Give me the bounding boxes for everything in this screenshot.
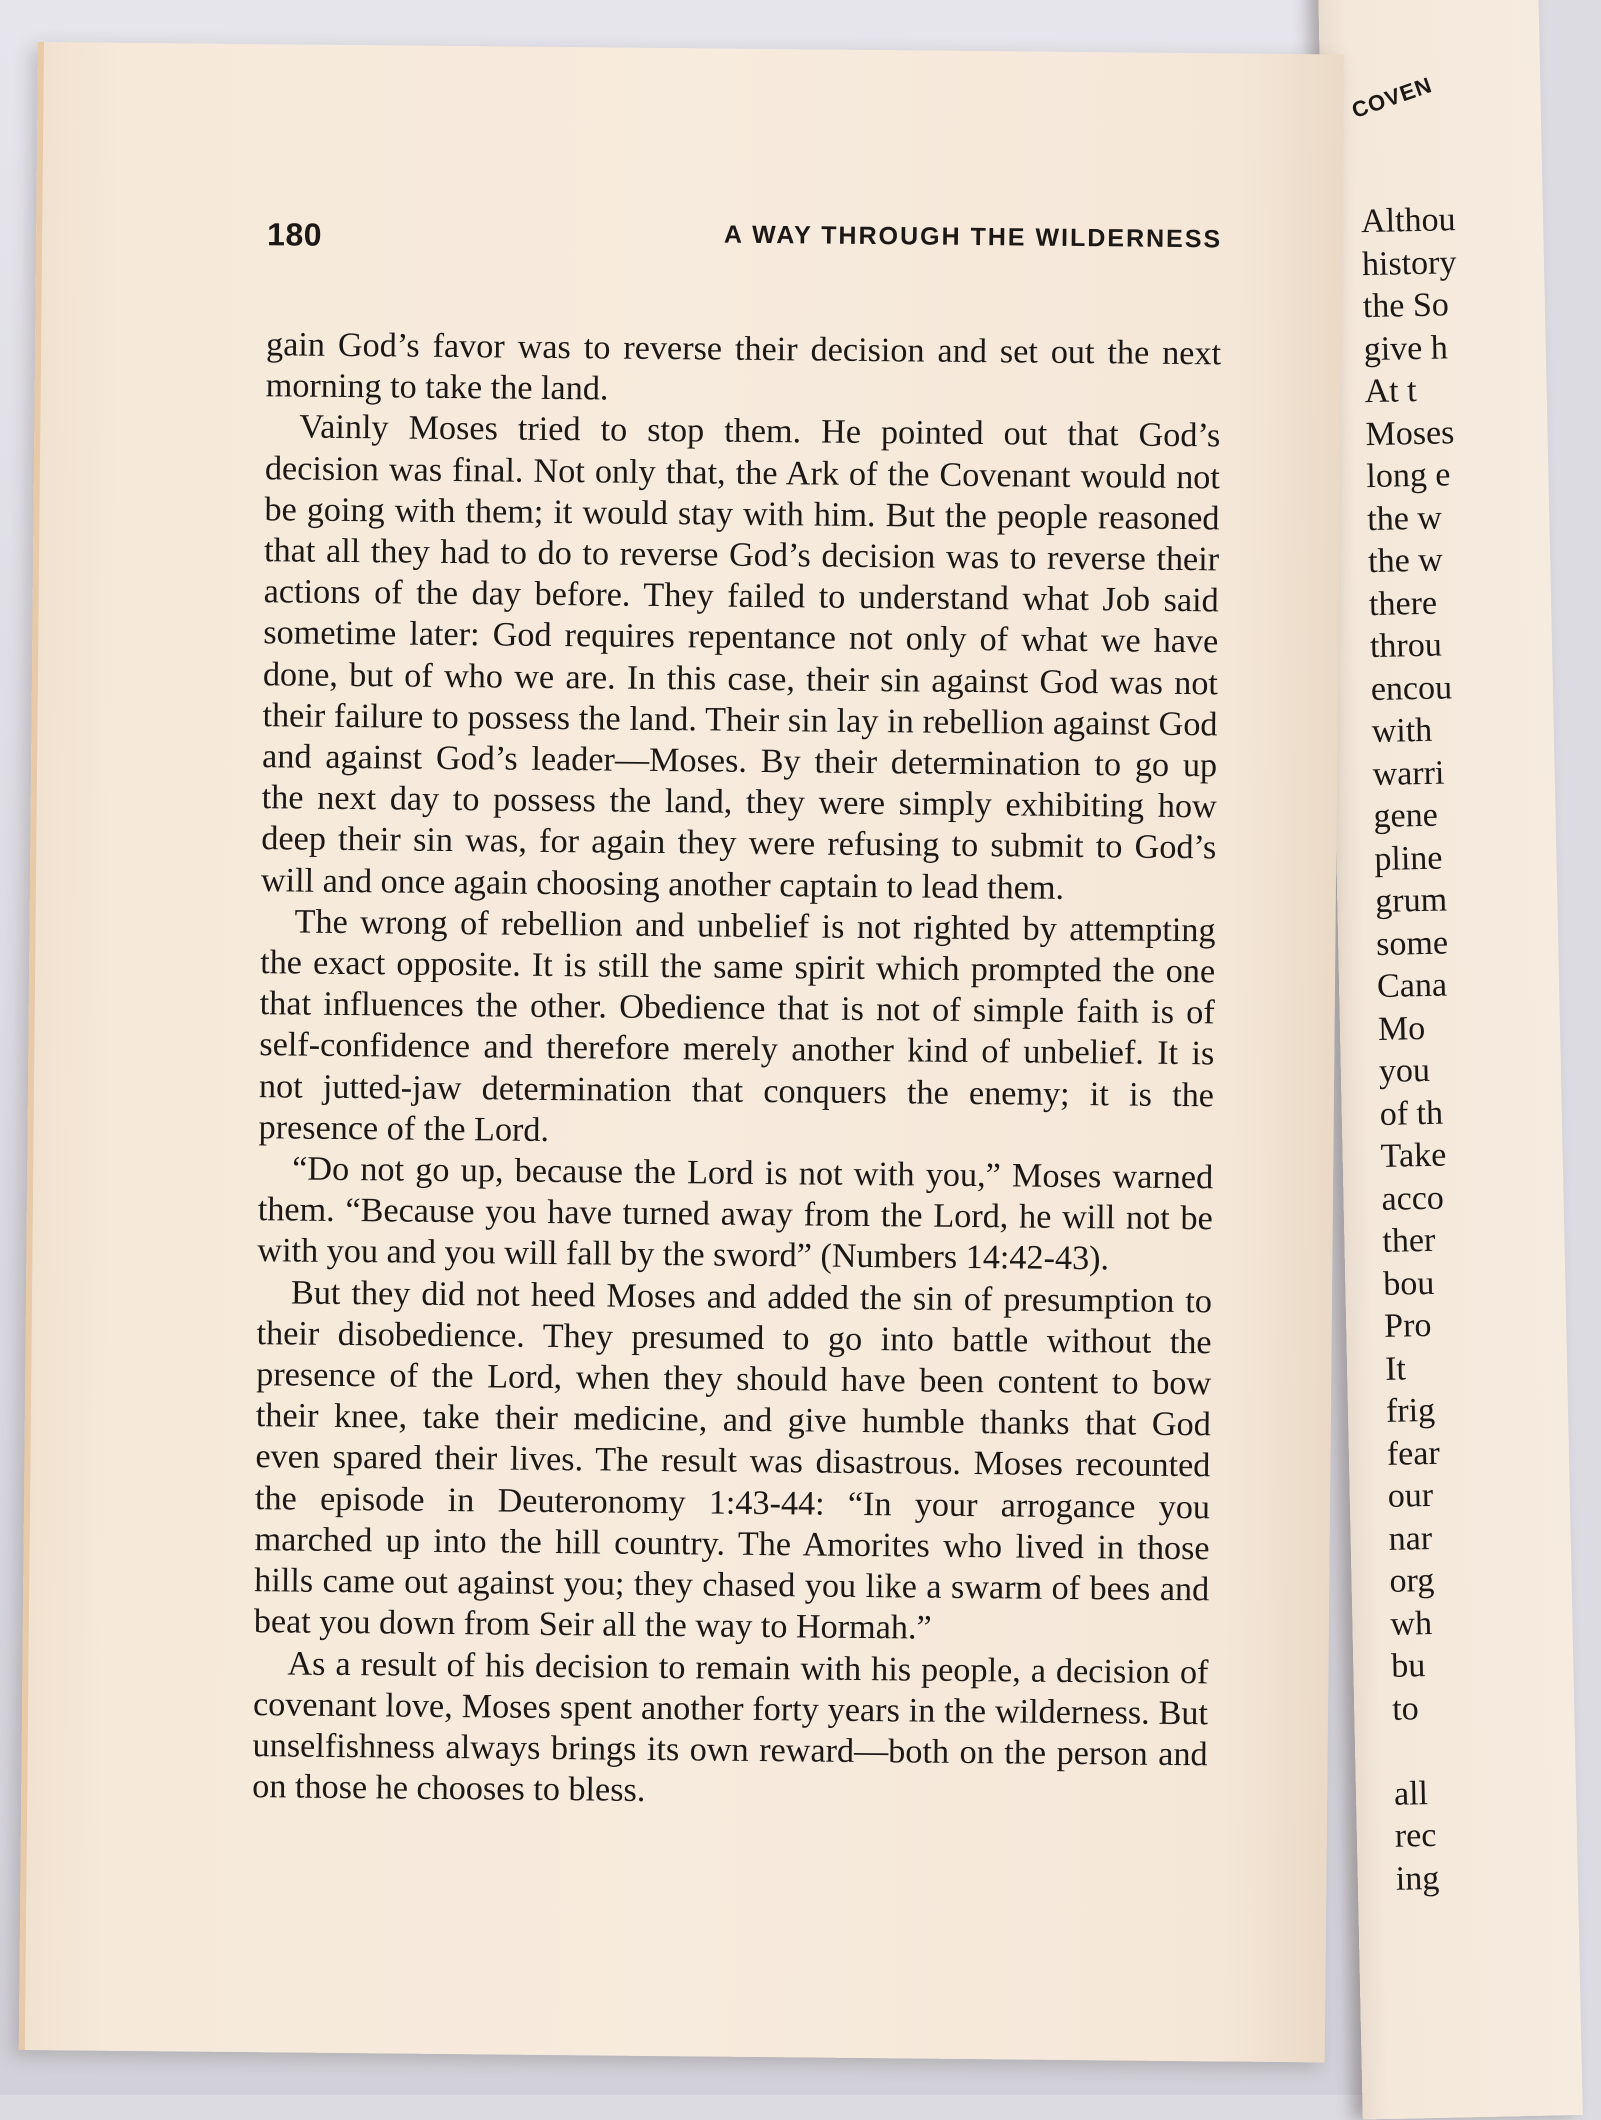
paragraph: The wrong of rebellion and unbelief is not righted by attempting the exact opposite. It is still the same spirit which prompted the one that influences the other. Obedience that is not of simple faith is of self-confidence and therefore merely another kind of unbelief. It is not jutted-jaw determination that conquers the enemy; it is the presence of the Lord. bbox=[258, 903, 1216, 1149]
facing-page-line: history bbox=[1361, 243, 1457, 283]
facing-page-line: Althou bbox=[1360, 201, 1456, 241]
facing-page-line: Cana bbox=[1376, 966, 1448, 1005]
facing-page-line: Pro bbox=[1383, 1306, 1432, 1345]
facing-page-line: of th bbox=[1379, 1094, 1444, 1133]
facing-page-line: Take bbox=[1380, 1136, 1447, 1175]
facing-page-line: Moses bbox=[1365, 413, 1455, 453]
facing-page-line: give h bbox=[1363, 328, 1449, 368]
facing-page-line: our bbox=[1387, 1476, 1434, 1515]
facing-page-line: to bbox=[1391, 1689, 1420, 1728]
facing-page-line: It bbox=[1384, 1349, 1407, 1388]
paragraph: But they did not heed Moses and added the sin of presumption to their disobedience. They presumed to go into battle without the presence of the Lord, when they should have been content to bow their knee, take their medicine, and give humble thanks that God even spared their lives. The result was disastrous. Moses recounted the episode in Deuteronomy 1:43-44: “In your arrogance you marched up into the hill country. The Amorites who lived in those hills came out against you; they chased you like a swarm of bees and beat you down from Seir all the way to Hormah.” bbox=[253, 1274, 1213, 1647]
facing-page-line bbox=[1393, 1727, 1594, 1774]
facing-page-line: encou bbox=[1370, 668, 1453, 708]
facing-page-text bbox=[1361, 197, 1597, 1901]
paragraph: Vainly Moses tried to stop them. He pointed out that God’s decision was final. Not only that, the Ark of the Covenant would not be going with them; it would stay with him. But the people reasoned that all they had to do to reverse God’s decision was to reverse their actions of the day before. They failed to understand what Job said sometime later: God requires repentance not only of what we have done, but of who we are. In this case, their sin against God was not their failure to possess the land. Their sin lay in rebellion against God and against God’s leader—Moses. By their determination to go up the next day to possess the land, they were simply exhibiting how deep their sin was, for again they were refusing to submit to God’s will and once again choosing another captain to lead them. bbox=[260, 408, 1221, 907]
facing-page-line: all bbox=[1393, 1774, 1429, 1813]
facing-page-line: acco bbox=[1381, 1179, 1445, 1218]
running-head bbox=[266, 164, 1223, 254]
facing-page-line: the w bbox=[1366, 499, 1443, 538]
page-number: 180 bbox=[266, 216, 323, 253]
facing-page-line: throu bbox=[1369, 626, 1443, 666]
facing-page-line: long e bbox=[1366, 456, 1451, 496]
facing-page-line: bou bbox=[1382, 1264, 1435, 1303]
facing-page-line: nar bbox=[1388, 1519, 1433, 1558]
facing-page-line: warri bbox=[1372, 754, 1445, 793]
facing-page-line: frig bbox=[1385, 1391, 1436, 1430]
facing-page-line: Mo bbox=[1377, 1009, 1426, 1048]
facing-page-line: there bbox=[1368, 584, 1438, 623]
facing-page-line: pline bbox=[1374, 839, 1443, 878]
facing-page-line: ing bbox=[1395, 1859, 1440, 1898]
facing-page-line: with bbox=[1371, 711, 1433, 751]
facing-page-line: gene bbox=[1373, 796, 1439, 836]
facing-page-line: the w bbox=[1367, 541, 1444, 581]
paragraph: “Do not go up, because the Lord is not with you,” Moses warned them. “Because you have turned away from the Lord, he will not be with you and you will fall by the sword” (Numbers 14:42-43). bbox=[257, 1150, 1214, 1278]
book-page bbox=[19, 42, 1344, 2062]
facing-page-line: ther bbox=[1382, 1221, 1436, 1260]
facing-page-running-title: COVEN bbox=[1348, 72, 1436, 123]
paragraph: As a result of his decision to remain with his people, a decision of covenant love, Moses spent another forty years in the wilderness. But unselfishness always brings its own reward—both on the person and on those he chooses to bless. bbox=[252, 1644, 1209, 1810]
facing-page-line: fear bbox=[1386, 1434, 1441, 1473]
body-text bbox=[252, 324, 1221, 1816]
facing-page-line: grum bbox=[1374, 881, 1448, 920]
facing-page-line: rec bbox=[1394, 1816, 1437, 1855]
facing-page-line: the So bbox=[1362, 286, 1450, 326]
facing-page-line: At t bbox=[1364, 372, 1417, 411]
running-title: A WAY THROUGH THE WILDERNESS bbox=[723, 220, 1223, 254]
facing-page-line: wh bbox=[1390, 1604, 1433, 1643]
facing-page bbox=[1318, 0, 1583, 2120]
page-content bbox=[252, 164, 1223, 1810]
facing-page-line: bu bbox=[1390, 1647, 1426, 1685]
facing-page-line: some bbox=[1375, 923, 1449, 963]
facing-page-line: org bbox=[1389, 1561, 1435, 1600]
paragraph: gain God’s favor was to reverse their decision and set out the next morning to take the land. bbox=[265, 326, 1222, 408]
facing-page-line: you bbox=[1378, 1051, 1431, 1090]
